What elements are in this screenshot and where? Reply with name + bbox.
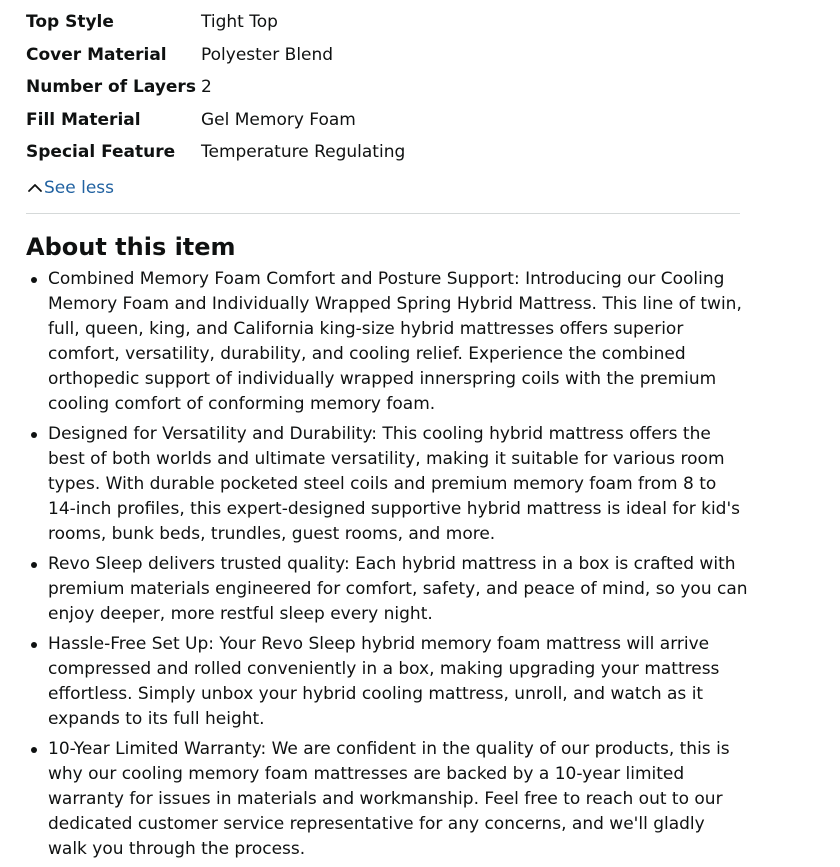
spec-row-top-style xyxy=(26,6,746,39)
feature-bullet xyxy=(48,267,748,417)
section-divider xyxy=(26,213,740,214)
feature-bullet xyxy=(48,422,748,547)
spec-value: Temperature Regulating xyxy=(201,142,406,163)
product-specs-table xyxy=(26,6,746,169)
spec-label: Cover Material xyxy=(26,44,167,65)
spec-label: Number of Layers xyxy=(26,77,196,98)
spec-label: Fill Material xyxy=(26,109,141,130)
bullet-icon xyxy=(31,747,37,753)
bullet-icon xyxy=(31,642,37,648)
chevron-up-icon xyxy=(26,179,44,197)
spec-label: Special Feature xyxy=(26,142,176,163)
feature-bullet-text: Hassle-Free Set Up: Your Revo Sleep hybrid memory foam mattress will arrive compressed and rolled conveniently in a box, making upgrading your mattress effortless. Simply unbox your hybrid cooling mattress, unroll, and watch as it expands to its full height. xyxy=(48,634,720,729)
feature-bullet-text: 10-Year Limited Warranty: We are confident in the quality of our products, this is why our cooling memory foam mattresses are backed by a 10-year limited warranty for issues in materials and workmanship. Feel free to reach out to our dedicated customer service representative for any concerns, and we'll gladly walk you through the process. xyxy=(48,739,730,859)
feature-bullet-list xyxy=(48,267,748,867)
spec-row-number-of-layers xyxy=(26,71,746,104)
about-this-item-heading: About this item xyxy=(26,233,236,261)
feature-bullet xyxy=(48,737,748,862)
bullet-icon xyxy=(31,432,37,438)
spec-row-special-feature xyxy=(26,136,746,169)
feature-bullet xyxy=(48,552,748,627)
feature-bullet-text: Designed for Versatility and Durability: This cooling hybrid mattress offers the best of both worlds and ultimate versatility, making it suitable for various room types. With durable pocketed steel coils and premium memory foam from 8 to 14-inch profiles, this expert-designed supportive hybrid mattress is ideal for kid's rooms, bunk beds, trundles, guest rooms, and more. xyxy=(48,424,741,544)
spec-value: 2 xyxy=(201,77,212,98)
feature-bullet-text: Revo Sleep delivers trusted quality: Each hybrid mattress in a box is crafted with premium materials engineered for comfort, safety, and peace of mind, so you can enjoy deeper, more restful sleep every night. xyxy=(48,554,748,624)
spec-value: Gel Memory Foam xyxy=(201,109,356,130)
see-less-link[interactable] xyxy=(26,176,114,200)
spec-value: Tight Top xyxy=(201,12,278,33)
feature-bullet xyxy=(48,632,748,732)
see-less-label: See less xyxy=(44,178,115,198)
spec-label: Top Style xyxy=(26,12,114,33)
spec-value: Polyester Blend xyxy=(201,44,334,65)
feature-bullet-text: Combined Memory Foam Comfort and Posture Support: Introducing our Cooling Memory Foam and Individually Wrapped Spring Hybrid Mattress. This line of twin, full, queen, king, and California king-size hybrid mattresses offers superior comfort, versatility, durability, and cooling relief. Experience the combined orthopedic support of individually wrapped innerspring coils with the premium cooling comfort of conforming memory foam. xyxy=(48,269,742,414)
bullet-icon xyxy=(31,562,37,568)
spec-row-fill-material xyxy=(26,104,746,137)
spec-row-cover-material xyxy=(26,39,746,72)
bullet-icon xyxy=(31,277,37,283)
